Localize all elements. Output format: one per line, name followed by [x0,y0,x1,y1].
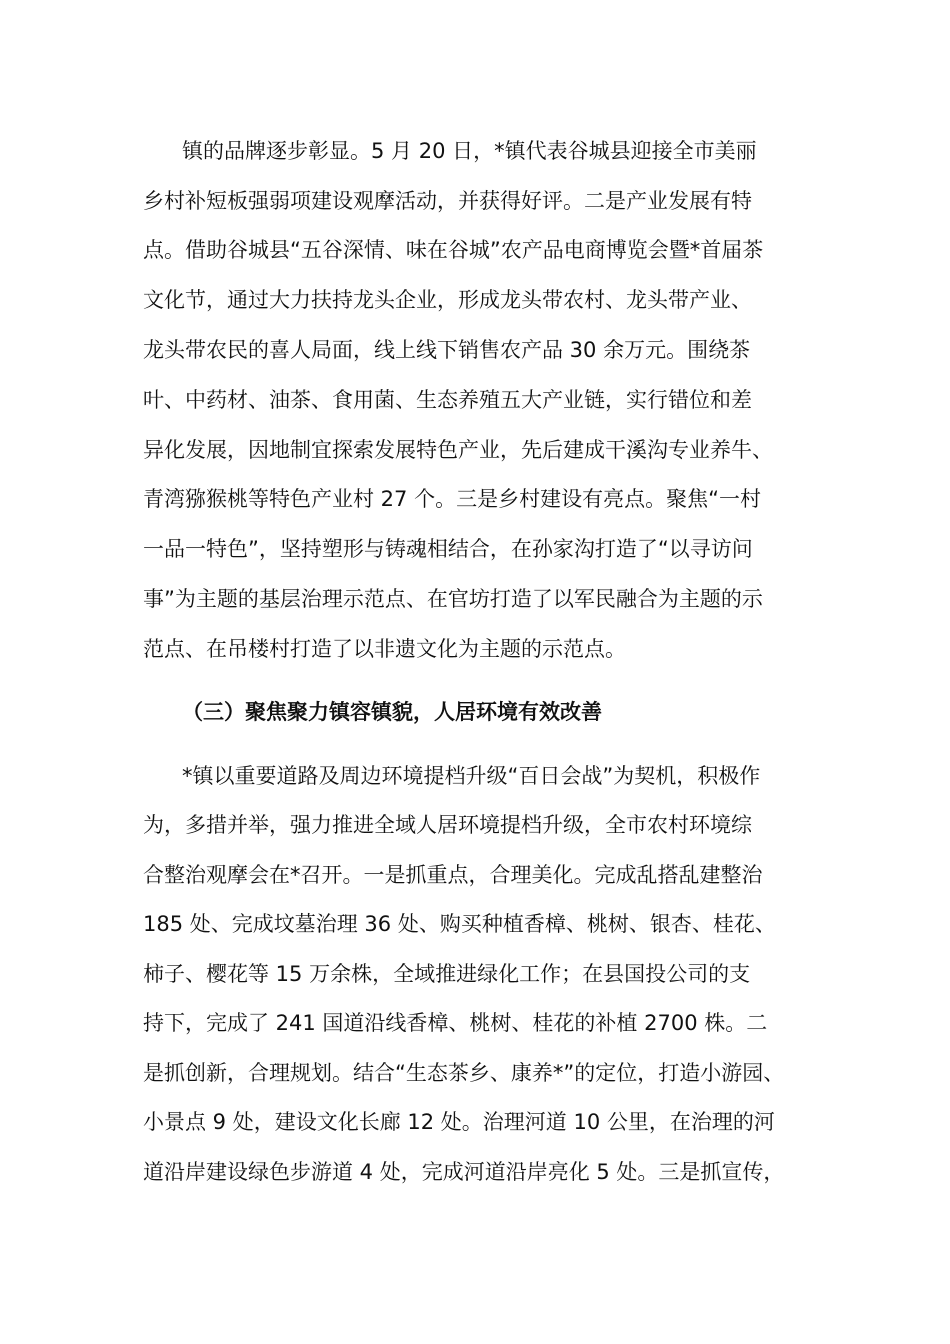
paragraph-line: 点。借助谷城县“五谷深情、味在谷城”农产品电商博览会暨*首届茶 [143,238,764,262]
paragraph-line: 185 处、完成坟墓治理 36 处、购买种植香樟、桃树、银杏、桂花、 [143,912,776,936]
paragraph-line: 道沿岸建设绿色步游道 4 处，完成河道沿岸亮化 5 处。三是抓宣传， [143,1160,785,1184]
paragraph-line: 持下，完成了 241 国道沿线香樟、桃树、桂花的补植 2700 株。二 [143,1011,768,1035]
paragraph-line: 是抓创新，合理规划。结合“生态茶乡、康养*”的定位，打造小游园、 [143,1061,785,1085]
paragraph-line: 乡村补短板强弱项建设观摩活动，并获得好评。二是产业发展有特 [143,189,752,213]
paragraph-line: 镇的品牌逐步彰显。5 月 20 日，*镇代表谷城县迎接全市美丽 [182,139,757,163]
paragraph-line: 小景点 9 处，建设文化长廊 12 处。治理河道 10 公里，在治理的河 [143,1110,775,1134]
paragraph-line: 文化节，通过大力扶持龙头企业，形成龙头带农村、龙头带产业、 [143,288,752,312]
paragraph-line: 青湾猕猴桃等特色产业村 27 个。三是乡村建设有亮点。聚焦“一村 [143,487,761,511]
paragraph-line: 叶、中药材、油茶、食用菌、生态养殖五大产业链，实行错位和差 [143,388,752,412]
paragraph-line: 合整治观摩会在*召开。一是抓重点，合理美化。完成乱搭乱建整治 [143,863,763,887]
paragraph-line: 事”为主题的基层治理示范点、在官坊打造了以军民融合为主题的示 [143,587,763,611]
paragraph-line: 一品一特色”，坚持塑形与铸魂相结合，在孙家沟打造了“以寻访问 [143,537,753,561]
paragraph-line: 柿子、樱花等 15 万余株，全域推进绿化工作；在县国投公司的支 [143,962,751,986]
section-heading: （三）聚焦聚力镇容镇貌，人居环境有效改善 [182,700,602,724]
paragraph-line: 龙头带农民的喜人局面，线上线下销售农产品 30 余万元。围绕茶 [143,338,751,362]
paragraph-line: 范点、在吊楼村打造了以非遗文化为主题的示范点。 [143,637,626,661]
paragraph-line: *镇以重要道路及周边环境提档升级“百日会战”为契机，积极作 [182,764,761,788]
paragraph-line: 为，多措并举，强力推进全域人居环境提档升级，全市农村环境综 [143,813,752,837]
paragraph-line: 异化发展，因地制宜探索发展特色产业，先后建成干溪沟专业养牛、 [143,438,773,462]
